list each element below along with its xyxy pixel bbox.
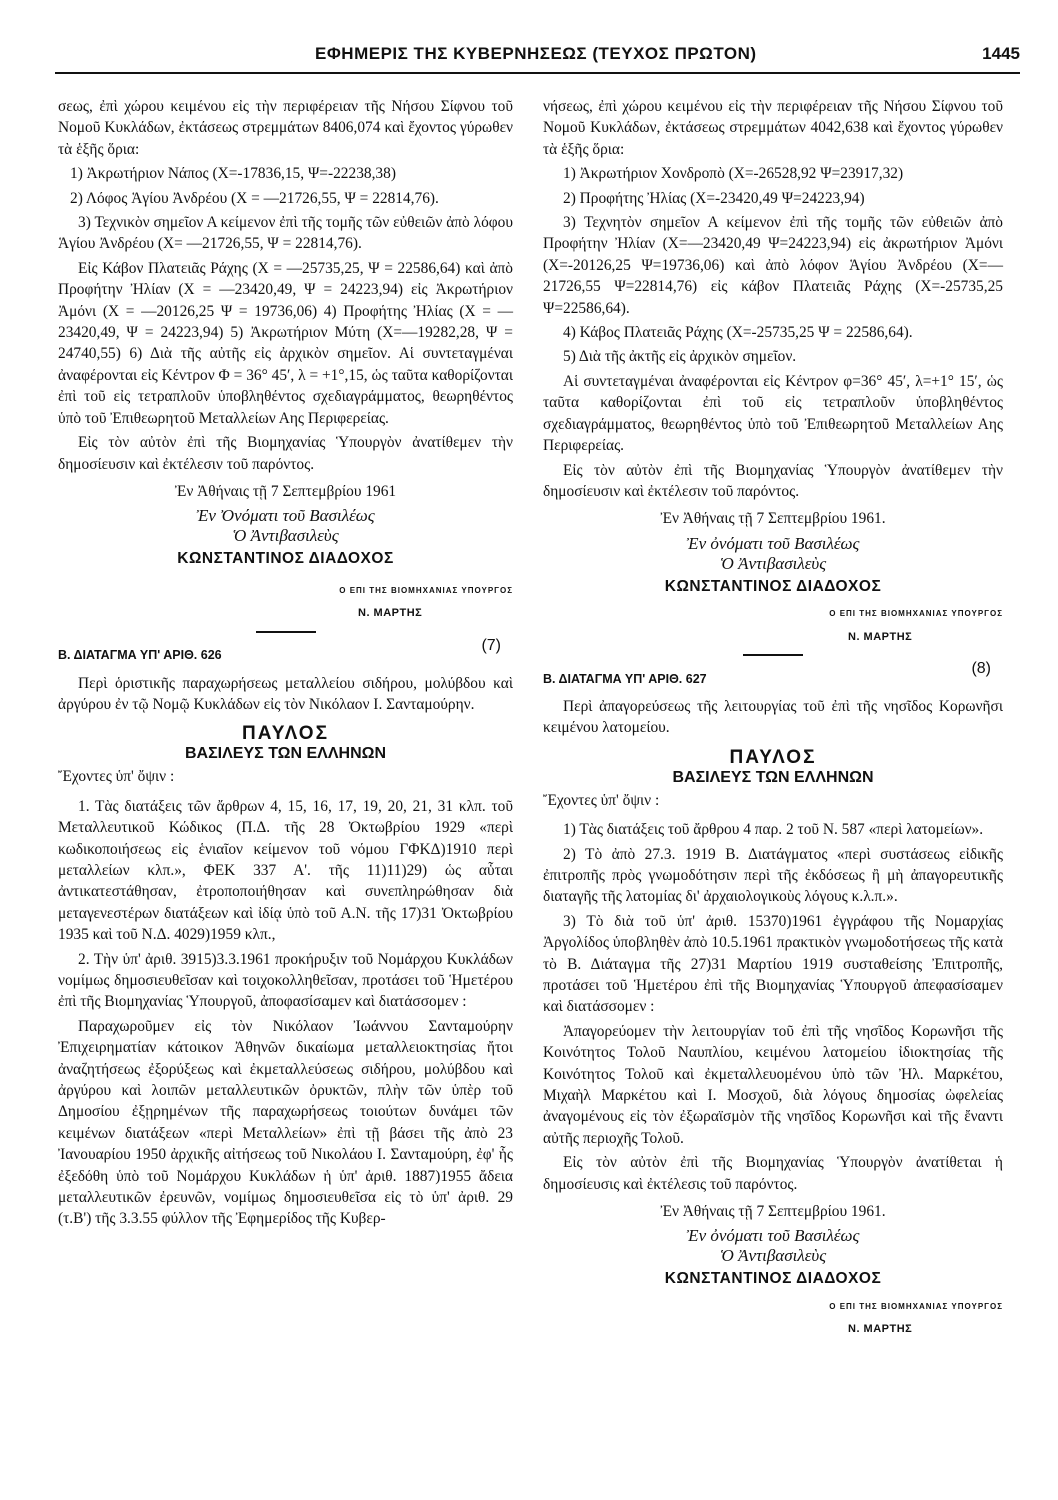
paragraph: 1) Ἀκρωτήριον Χονδροπὸ (Χ=-26528,92 Ψ=23917,32) [563, 165, 904, 183]
paragraph: Εἰς τὸν αὐτὸν ἐπὶ τῆς Βιομηχανίας Ὑπουργὸν ἀνατίθεμεν τὴν δημοσίευσιν καὶ ἐκτέλεσιν τοῦ παρόντος. [543, 461, 1003, 500]
section-divider [256, 631, 316, 633]
page-number: 1445 [982, 44, 1020, 63]
page-header [55, 44, 1020, 70]
date-line: Ἐν Ἀθήναις τῇ 7 Σεπτεμβρίου 1961 [174, 482, 397, 500]
decree-label: Β. ΔΙΑΤΑΓΜΑ ΥΠ' ΑΡΙΘ. 626 [58, 648, 222, 663]
signature-line: Ὁ Ἀντιβασιλεὺς [719, 1246, 827, 1266]
decree-heading [543, 659, 1003, 690]
signature-line: Ὁ Ἀντιβασιλεὺς [719, 553, 827, 573]
having-line: Ἔχοντες ὑπ' ὄψιν : [58, 768, 175, 786]
having-line: Ἔχοντες ὑπ' ὄψιν : [543, 791, 660, 809]
paragraph: 1. Τὰς διατάξεις τῶν ἄρθρων 4, 15, 16, 17, 19, 20, 21, 31 κλπ. τοῦ Μεταλλευτικοῦ Κώδικος (Π.Δ. τῆς 28 Ὀκτωβρίου 1929 «περὶ κωδικοποιήσεως εἰς ἑνιαῖον κείμενον τοῦ νόμου ΓΦΚΔ)1910 περὶ μεταλλείων κλπ.», ΦΕΚ 337 Α'. τῆς 11)11)29) ὡς αὗται ἀντικατεστάθησαν, ἐτροποποιήθησαν καὶ συνεπληρώθησαν διὰ μεταγενεστέρων διατάξεων καὶ ἰδίᾳ ὑπὸ τοῦ Α.Ν. τῆς 17)31 Ὀκτωβρίου 1935 καὶ τοῦ Ν.Δ. 4029)1959 κλπ., [58, 797, 513, 944]
paragraph: Ἀπαγορεύομεν τὴν λειτουργίαν τοῦ ἐπὶ τῆς νησῖδος Κορωνῆσι τῆς Κοινότητος Τολοῦ Ναυπλίου, κειμένου λατομείου ἰδιοκτησίας τῆς Κοινότητος Τολοῦ καὶ ἐκμεταλλευομένου ὑπὸ τῶν Ἠλ. Μαρκέτου, Μιχαὴλ Μαρκέτου καὶ Ι. Μοσχοῦ, διὰ λόγους δημοσίας ὠφελείας ἀναγομένους εἰς τὸν ἐξωραϊσμὸν τῆς νησῖδος Κορωνῆσι καὶ τῆς ἔναντι αὐτῆς περιοχῆς Τολοῦ. [543, 1022, 1003, 1147]
minister-name: Ν. ΜΑΡΤΗΣ [848, 630, 913, 643]
decree-subject: Περὶ ἀπαγορεύσεως τῆς λειτουργίας τοῦ ἐπὶ τῆς νησῖδος Κορωνῆσι κειμένου λατομείου. [543, 697, 1003, 737]
header-rule [55, 72, 1020, 74]
decree-label: Β. ΔΙΑΤΑΓΜΑ ΥΠ' ΑΡΙΘ. 627 [543, 671, 707, 686]
paragraph: 5) Διὰ τῆς ἀκτῆς εἰς ἀρχικὸν σημεῖον. [563, 348, 797, 366]
paragraph: 2) Προφήτης Ἠλίας (Χ=-23420,49 Ψ=24223,94) [563, 189, 865, 207]
paragraph: Αἱ συντεταγμέναι ἀναφέρονται εἰς Κέντρον φ=36° 45′, λ=+1° 15′, ὡς ταῦτα καθορίζονται ἐπὶ τοῦ εἰς τετραπλοῦν ὑποβληθέντος σχεδιαγράμματος, θεωρηθέντος ὑπὸ τοῦ Ἐπιθεωρητοῦ Μεταλλείων Αης Περιφερείας. [543, 372, 1003, 455]
signature-line: Ἐν ὀνόματι τοῦ Βασιλέως [686, 533, 860, 553]
decree-number: (7) [481, 636, 501, 654]
right-column [543, 96, 1003, 1345]
section-divider [743, 654, 803, 656]
paragraph: σεως, ἐπὶ χώρου κειμένου εἰς τὴν περιφέρειαν τῆς Νήσου Σίφνου τοῦ Νομοῦ Κυκλάδων, ἐκτάσεως στρεμμάτων 8406,074 καὶ ἔχοντος γύρωθεν τὰ ἑξῆς ὅρια: [58, 98, 513, 158]
minister-name: Ν. ΜΑΡΤΗΣ [358, 607, 423, 620]
signature-line: Ἐν Ὀνόματι τοῦ Βασιλέως [196, 506, 375, 526]
king-title: ΒΑΣΙΛΕΥΣ ΤΩΝ ΕΛΛΗΝΩΝ [184, 745, 387, 763]
paragraph: 1) Τὰς διατάξεις τοῦ ἄρθρου 4 παρ. 2 τοῦ Ν. 587 «περὶ λατομείων». [563, 821, 984, 839]
regent-name: ΚΩΝΣΤΑΝΤΙΝΟΣ ΔΙΑΔΟΧΟΣ [664, 1270, 882, 1288]
paragraph: Παραχωροῦμεν εἰς τὸν Νικόλαον Ἰωάννου Σανταμούρην Ἐπιχειρηματίαν κάτοικον Ἀθηνῶν δικαίωμα μεταλλειοκτησίας ἤτοι ἀναζητήσεως ἐξορύξεως καὶ ἐκμεταλλεύσεως σιδήρου, μολύβδου καὶ ἀργύρου καὶ λοιπῶν μεταλλευτικῶν ὀρυκτῶν, πλὴν τῶν ὑπὲρ τοῦ Δημοσίου ἐξῃρημένων τῆς παραχωρήσεως τοιούτων δυνάμει τῶν κειμένων διατάξεων «περὶ Μεταλλείων» ἐπὶ τῇ βάσει τῆς ἀπὸ 23 Ἰανουαρίου 1950 ἀρχικῆς αἰτήσεως τοῦ Νικολάου Ι. Σανταμούρη, ἐφ' ἧς ἐξεδόθη ὑπὸ τοῦ Νομάρχου Κυκλάδων ἡ ὑπ' ἀριθ. 1887)1955 ἄδεια μεταλλευτικῶν ἐρευνῶν, νομίμως δημοσιευθεῖσα εἰς τὸ ὑπ' ἀριθ. 29 (τ.Β') τῆς 3.3.55 φύλλον τῆς Ἐφημερίδος τῆς Κυβερ- [58, 1017, 513, 1228]
paragraph: 3) Τὸ διὰ τοῦ ὑπ' ἀριθ. 15370)1961 ἐγγράφου τῆς Νομαρχίας Ἀργολίδος ὑποβληθὲν ἀπὸ 10.5.1961 πρακτικὸν γνωμοδοτήσεως τῆς κατὰ τὸ Β. Διάταγμα τῆς 27)31 Μαρτίου 1919 συσταθείσης Ἐπιτροπῆς, προτάσει τοῦ Ἡμετέρου ἐπὶ τῆς Βιομηχανίας Ὑπουργοῦ ἀπεφασίσαμεν καὶ διατάσσομεν : [543, 912, 1003, 1016]
paragraph: 2) Τὸ ἀπὸ 27.3. 1919 Β. Διατάγματος «περὶ συστάσεως εἰδικῆς ἐπιτροπῆς πρὸς γνωμοδότησιν περὶ τῆς ἐκδόσεως ἢ μὴ ἀπαγορευτικῆς διαταγῆς τῆς λατομίας δι' ἀρχαιολογικοὺς λόγους κ.λ.π.». [543, 845, 1003, 906]
minister-name: Ν. ΜΑΡΤΗΣ [848, 1323, 913, 1336]
king-name: ΠΑΥΛΟΣ [729, 746, 817, 768]
paragraph: 2) Λόφος Ἁγίου Ἀνδρέου (Χ = —21726,55, Ψ = 22814,76). [70, 189, 439, 207]
paragraph: 1) Ἀκρωτήριον Νάπος (Χ=-17836,15, Ψ=-22238,38) [70, 165, 396, 183]
paragraph: νήσεως, ἐπὶ χώρου κειμένου εἰς τὴν περιφέρειαν τῆς Νήσου Σίφνου τοῦ Νομοῦ Κυκλάδων, ἐκτάσεως στρεμμάτων 4042,638 καὶ ἔχοντος γύρωθεν τὰ ἑξῆς ὅρια: [543, 98, 1003, 158]
signature-line: Ὁ Ἀντιβασιλεὺς [232, 526, 339, 546]
decree-number: (8) [971, 659, 991, 677]
minister-title: Ο ΕΠΙ ΤΗΣ ΒΙΟΜΗΧΑΝΙΑΣ ΥΠΟΥΡΓΟΣ [829, 1301, 1003, 1311]
paragraph: 3) Τεχνητὸν σημεῖον Α κείμενον ἐπὶ τῆς τομῆς τῶν εὐθειῶν ἀπὸ Προφήτην Ἠλίαν (Χ=—23420,49 Ψ=24223,94) εἰς ἀκρωτήριον Ἀμόνι (Χ=-20126,25 Ψ=19736,06) καὶ ἀπὸ λόφον Ἁγίου Ἀνδρέου (Χ=—21726,55 Ψ=22814,76) εἰς κάβον Πλατειᾶς Ράχης (Χ=-25735,25 Ψ=22586,64). [543, 214, 1003, 317]
regent-name: ΚΩΝΣΤΑΝΤΙΝΟΣ ΔΙΑΔΟΧΟΣ [664, 577, 882, 595]
signature-line: Ἐν ὀνόματι τοῦ Βασιλέως [686, 1226, 860, 1246]
paragraph: Εἰς τὸν αὐτὸν ἐπὶ τῆς Βιομηχανίας Ὑπουργὸν ἀνατίθεται ἡ δημοσίευσις καὶ ἐκτέλεσις τοῦ παρόντος. [543, 1154, 1003, 1193]
paragraph: 2. Τὴν ὑπ' ἀριθ. 3915)3.3.1961 προκήρυξιν τοῦ Νομάρχου Κυκλάδων νομίμως δημοσιευθεῖσαν καὶ τοιχοκολληθεῖσαν, προτάσει τοῦ Ἡμετέρου ἐπὶ τῆς Βιομηχανίας Ὑπουργοῦ, ἀποφασίσαμεν καὶ διατάσσομεν : [58, 950, 513, 1011]
paragraph: Εἰς Κάβον Πλατειᾶς Ράχης (Χ = —25735,25, Ψ = 22586,64) καὶ ἀπὸ Προφήτην Ἠλίαν (Χ = —23420,49, Ψ = 24223,94) εἰς Ἀκρωτήριον Ἀμόνι (Χ = —20126,25 Ψ = 19736,06) 4) Προφήτης Ἠλίας (Χ = —23420,49, Ψ = 24223,94) 5) Ἀκρωτήριον Μύτη (Χ=—19282,28, Ψ = 24740,55) 6) Διὰ τῆς αὐτῆς εἰς ἀρχικὸν σημεῖον. Αἱ συντεταγμέναι ἀναφέρονται εἰς Κέντρον Φ = 36° 45′, λ = +1°,15, ὡς ταῦτα καθορίζονται ἐπὶ τοῦ εἰς τετραπλοῦν ὑποβληθέντος σχεδιαγράμματος, θεωρηθέντος ὑπὸ τοῦ Ἐπιθεωρητοῦ Μεταλλείων Αης Περιφερείας. [58, 259, 513, 427]
left-column [58, 96, 513, 1233]
king-name: ΠΑΥΛΟΣ [241, 723, 329, 745]
minister-title: Ο ΕΠΙ ΤΗΣ ΒΙΟΜΗΧΑΝΙΑΣ ΥΠΟΥΡΓΟΣ [829, 609, 1003, 619]
paragraph: 4) Κάβος Πλατειᾶς Ράχης (Χ=-25735,25 Ψ = 22586,64). [563, 324, 913, 342]
paragraph: Εἰς τὸν αὐτὸν ἐπὶ τῆς Βιομηχανίας Ὑπουργὸν ἀνατίθεμεν τὴν δημοσίευσιν καὶ ἐκτέλεσιν τοῦ παρόντος. [58, 434, 513, 473]
decree-heading [58, 636, 513, 667]
paragraph: 3) Τεχνικὸν σημεῖον Α κείμενον ἐπὶ τῆς τομῆς τῶν εὐθειῶν ἀπὸ λόφου Ἁγίου Ἀνδρέου (Χ= —21726,55, Ψ = 22814,76). [58, 214, 513, 253]
king-title: ΒΑΣΙΛΕΥΣ ΤΩΝ ΕΛΛΗΝΩΝ [672, 768, 874, 786]
date-line: Ἐν Ἀθήναις τῇ 7 Σεπτεμβρίου 1961. [660, 510, 886, 528]
minister-title: Ο ΕΠΙ ΤΗΣ ΒΙΟΜΗΧΑΝΙΑΣ ΥΠΟΥΡΓΟΣ [339, 585, 513, 595]
date-line: Ἐν Ἀθήναις τῇ 7 Σεπτεμβρίου 1961. [660, 1203, 886, 1221]
regent-name: ΚΩΝΣΤΑΝΤΙΝΟΣ ΔΙΑΔΟΧΟΣ [177, 550, 394, 568]
decree-subject: Περὶ ὁριστικῆς παραχωρήσεως μεταλλείου σιδήρου, μολύβδου καὶ ἀργύρου ἐν τῷ Νομῷ Κυκλάδων εἰς τὸν Νικόλαον Ι. Σανταμούρην. [58, 674, 513, 713]
gazette-title: ΕΦΗΜΕΡΙΣ ΤΗΣ ΚΥΒΕΡΝΗΣΕΩΣ (ΤΕΥΧΟΣ ΠΡΩΤΟΝ) [315, 44, 757, 63]
